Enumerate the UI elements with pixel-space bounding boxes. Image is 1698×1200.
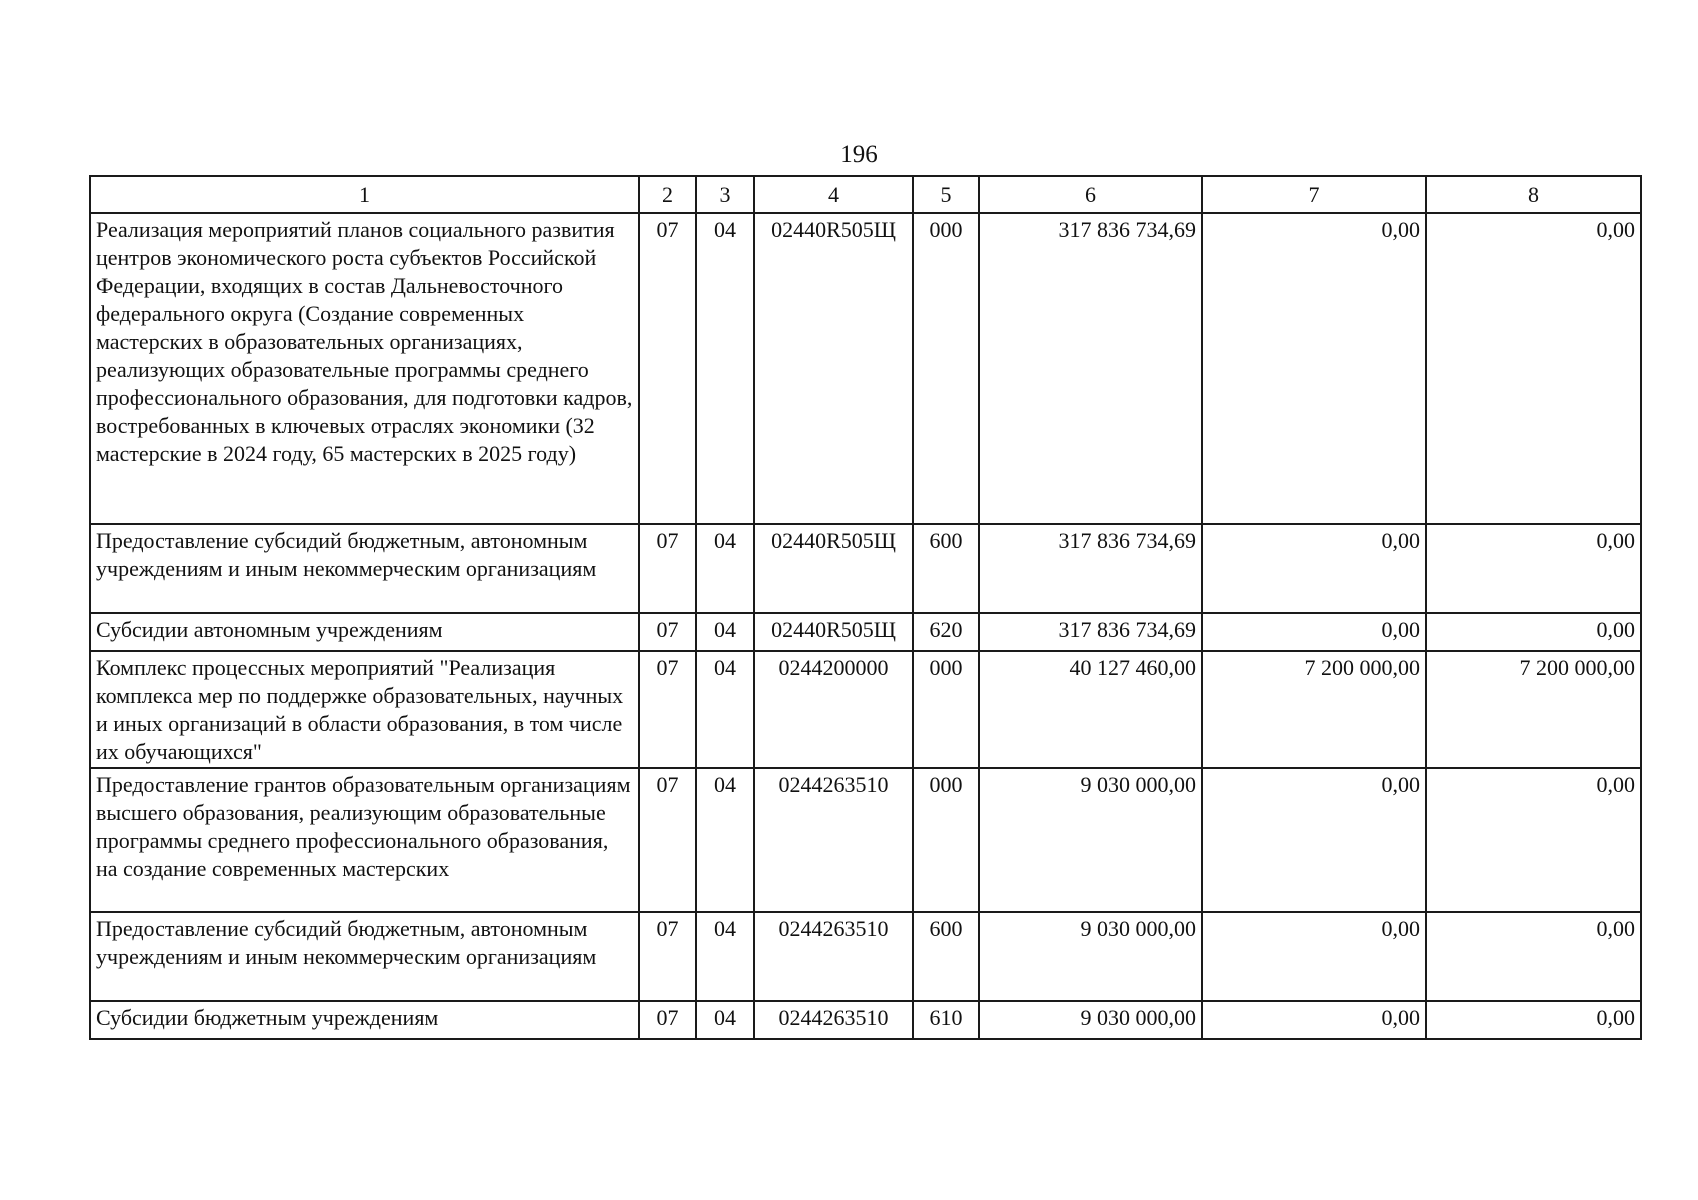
row-section: 07 [639, 213, 696, 524]
row-amount-col7: 0,00 [1202, 213, 1426, 524]
row-section: 07 [639, 768, 696, 912]
row-section: 07 [639, 651, 696, 768]
row-section: 07 [639, 912, 696, 1001]
row-subsection: 04 [696, 651, 754, 768]
row-amount-col6: 317 836 734,69 [979, 524, 1202, 613]
column-header-8: 8 [1426, 176, 1641, 213]
row-amount-col8: 0,00 [1426, 768, 1641, 912]
row-amount-col7: 0,00 [1202, 613, 1426, 651]
row-name: Предоставление субсидий бюджетным, автономным учреждениям и иным некоммерческим организациям [90, 524, 639, 613]
column-header-1: 1 [90, 176, 639, 213]
table-header [90, 176, 1641, 213]
row-target-article: 02440R505Щ [754, 524, 913, 613]
row-expense-type: 000 [913, 768, 979, 912]
row-expense-type: 620 [913, 613, 979, 651]
column-header-4: 4 [754, 176, 913, 213]
row-amount-col6: 9 030 000,00 [979, 1001, 1202, 1039]
row-target-article: 02440R505Щ [754, 613, 913, 651]
table-row [90, 912, 1641, 1001]
row-subsection: 04 [696, 613, 754, 651]
row-section: 07 [639, 524, 696, 613]
row-subsection: 04 [696, 912, 754, 1001]
row-subsection: 04 [696, 213, 754, 524]
row-name: Реализация мероприятий планов социального развития центров экономического роста субъектов Российской Федерации, входящих в состав Дальневосточного федерального округа (Создание современных мастерских в образовательных организациях, реализующих образовательные программы среднего профессионального образования, для подготовки кадров, востребованных в ключевых отраслях экономики (32 мастерские в 2024 году, 65 мастерских в 2025 году) [90, 213, 639, 524]
table-body [90, 213, 1641, 1039]
row-expense-type: 000 [913, 651, 979, 768]
row-name: Комплекс процессных мероприятий "Реализация комплекса мер по поддержке образовательных, научных и иных организаций в области образования, в том числе их обучающихся" [90, 651, 639, 768]
table-row [90, 651, 1641, 768]
table-row [90, 213, 1641, 524]
row-amount-col7: 0,00 [1202, 912, 1426, 1001]
table-row [90, 524, 1641, 613]
row-section: 07 [639, 1001, 696, 1039]
column-header-3: 3 [696, 176, 754, 213]
table-row [90, 768, 1641, 912]
row-amount-col6: 317 836 734,69 [979, 213, 1202, 524]
column-header-6: 6 [979, 176, 1202, 213]
table-row [90, 613, 1641, 651]
row-amount-col8: 0,00 [1426, 524, 1641, 613]
row-target-article: 0244200000 [754, 651, 913, 768]
row-amount-col6: 40 127 460,00 [979, 651, 1202, 768]
row-amount-col6: 9 030 000,00 [979, 912, 1202, 1001]
row-target-article: 0244263510 [754, 768, 913, 912]
row-name: Субсидии автономным учреждениям [90, 613, 639, 651]
budget-table [89, 175, 1642, 1040]
row-expense-type: 600 [913, 912, 979, 1001]
header-row [90, 176, 1641, 213]
row-subsection: 04 [696, 768, 754, 912]
row-expense-type: 600 [913, 524, 979, 613]
row-name: Предоставление субсидий бюджетным, автономным учреждениям и иным некоммерческим организациям [90, 912, 639, 1001]
row-subsection: 04 [696, 1001, 754, 1039]
row-target-article: 0244263510 [754, 912, 913, 1001]
row-amount-col7: 0,00 [1202, 524, 1426, 613]
row-target-article: 0244263510 [754, 1001, 913, 1039]
row-amount-col8: 0,00 [1426, 213, 1641, 524]
row-amount-col8: 0,00 [1426, 613, 1641, 651]
row-amount-col8: 0,00 [1426, 1001, 1641, 1039]
row-amount-col8: 7 200 000,00 [1426, 651, 1641, 768]
row-name: Предоставление грантов образовательным организациям высшего образования, реализующим образовательные программы среднего профессионального образования, на создание современных мастерских [90, 768, 639, 912]
column-header-7: 7 [1202, 176, 1426, 213]
row-target-article: 02440R505Щ [754, 213, 913, 524]
row-amount-col6: 9 030 000,00 [979, 768, 1202, 912]
page-number: 196 [840, 141, 878, 168]
row-amount-col7: 7 200 000,00 [1202, 651, 1426, 768]
row-subsection: 04 [696, 524, 754, 613]
row-name: Субсидии бюджетным учреждениям [90, 1001, 639, 1039]
row-amount-col8: 0,00 [1426, 912, 1641, 1001]
row-section: 07 [639, 613, 696, 651]
row-amount-col6: 317 836 734,69 [979, 613, 1202, 651]
row-amount-col7: 0,00 [1202, 768, 1426, 912]
column-header-2: 2 [639, 176, 696, 213]
column-header-5: 5 [913, 176, 979, 213]
table-row [90, 1001, 1641, 1039]
row-amount-col7: 0,00 [1202, 1001, 1426, 1039]
row-expense-type: 610 [913, 1001, 979, 1039]
row-expense-type: 000 [913, 213, 979, 524]
